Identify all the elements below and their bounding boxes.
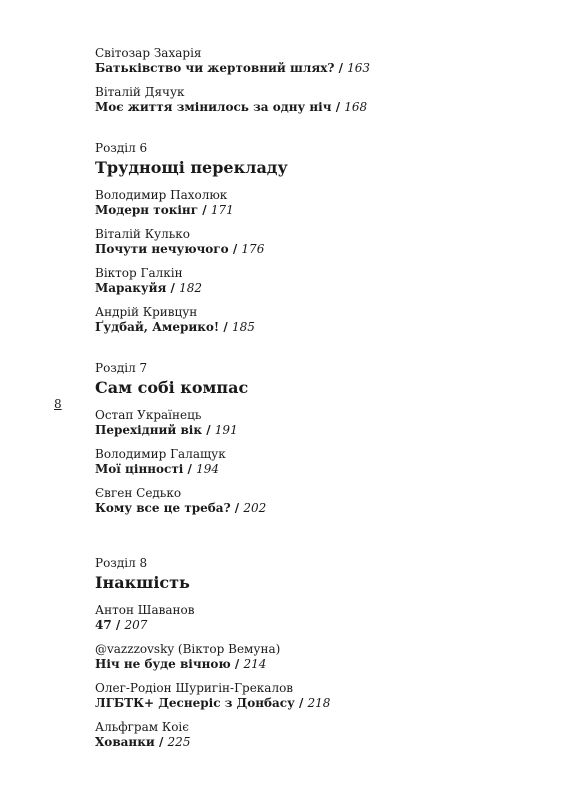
entry-title: Кому все це треба? [95, 501, 231, 515]
section-title: Труднощі перекладу [95, 158, 288, 177]
toc-entry [95, 681, 535, 711]
entry-title-line [95, 735, 535, 750]
section-7 [95, 361, 535, 516]
separator: / [187, 462, 192, 476]
section-title: Сам собі компас [95, 378, 249, 397]
entry-author: Євген Седько [95, 486, 182, 500]
entry-title: Батьківство чи жертовний шлях? [95, 61, 335, 75]
separator: / [298, 696, 304, 710]
table-of-contents [95, 46, 535, 759]
toc-entry [95, 720, 535, 750]
separator: / [115, 618, 121, 632]
separator: / [234, 501, 240, 515]
entry-author: Володимир Пахолюк [95, 188, 228, 202]
separator: / [338, 61, 343, 75]
section-8 [95, 556, 535, 750]
entry-page: 176 [241, 242, 265, 256]
intro-entries [95, 46, 535, 115]
entry-page: 182 [179, 281, 203, 295]
entry-title: Ніч не буде вічною [95, 657, 231, 671]
entry-title: Мої цінності [95, 462, 184, 476]
entry-title-line [95, 423, 535, 438]
entry-author: Андрій Кривцун [95, 305, 198, 319]
separator: / [232, 242, 238, 256]
entry-author: Остап Українець [95, 408, 202, 422]
entry-title-line [95, 100, 535, 115]
entry-author: @vazzzovsky (Віктор Вемуна) [95, 642, 281, 656]
entry-author: Віталій Дячук [95, 85, 185, 99]
entry-title: Хованки [95, 735, 155, 749]
toc-entry [95, 46, 535, 76]
page-number: 8 [54, 397, 62, 411]
entry-title: Маракуйя [95, 281, 167, 295]
entry-author: Антон Шаванов [95, 603, 195, 617]
toc-entry [95, 305, 535, 335]
separator: / [170, 281, 175, 295]
toc-entry [95, 603, 535, 633]
separator: / [158, 735, 164, 749]
entry-author: Альфграм Коіє [95, 720, 189, 734]
separator: / [206, 423, 211, 437]
entry-page: 207 [124, 618, 148, 632]
section-label: Розділ 8 [95, 556, 148, 570]
toc-entry [95, 642, 535, 672]
section-title: Інакшість [95, 573, 190, 592]
entry-title: Моє життя змінилось за одну ніч [95, 100, 332, 114]
entry-title-line [95, 501, 535, 516]
toc-entry [95, 486, 535, 516]
entry-title: 47 [95, 618, 112, 632]
toc-entry [95, 266, 535, 296]
entry-title: Ґудбай, Америко! [95, 320, 220, 334]
entry-page: 202 [243, 501, 267, 515]
separator: / [202, 203, 207, 217]
entry-title: ЛГБТК+ Деснеріс з Донбасу [95, 696, 295, 710]
toc-entry [95, 408, 535, 438]
entry-title: Перехідний вік [95, 423, 203, 437]
entry-title-line [95, 462, 535, 477]
entry-page: 168 [344, 100, 368, 114]
entry-title-line [95, 281, 535, 296]
separator: / [335, 100, 341, 114]
separator: / [234, 657, 240, 671]
entry-title-line [95, 61, 535, 76]
entry-title-line [95, 203, 535, 218]
entry-page: 194 [196, 462, 219, 476]
entry-author: Віталій Кулько [95, 227, 190, 241]
separator: / [223, 320, 228, 334]
entry-title: Модерн токінг [95, 203, 199, 217]
entry-page: 225 [167, 735, 191, 749]
entry-title-line [95, 696, 535, 711]
entry-title-line [95, 657, 535, 672]
entry-author: Олег-Родіон Шуригін-Грекалов [95, 681, 294, 695]
toc-entry [95, 188, 535, 218]
section-6 [95, 141, 535, 335]
entry-page: 214 [243, 657, 267, 671]
entry-page: 171 [210, 203, 234, 217]
entry-title-line [95, 618, 535, 633]
toc-entry [95, 85, 535, 115]
entry-page: 163 [347, 61, 371, 75]
entry-author: Володимир Галащук [95, 447, 226, 461]
entry-author: Світозар Захарія [95, 46, 202, 60]
section-label: Розділ 7 [95, 361, 148, 375]
entry-title-line [95, 242, 535, 257]
toc-entry [95, 447, 535, 477]
section-label: Розділ 6 [95, 141, 148, 155]
toc-entry [95, 227, 535, 257]
entry-title: Почути нечуючого [95, 242, 229, 256]
entry-page: 191 [214, 423, 238, 437]
entry-author: Віктор Галкін [95, 266, 183, 280]
entry-title-line [95, 320, 535, 335]
entry-page: 218 [307, 696, 331, 710]
entry-page: 185 [231, 320, 255, 334]
